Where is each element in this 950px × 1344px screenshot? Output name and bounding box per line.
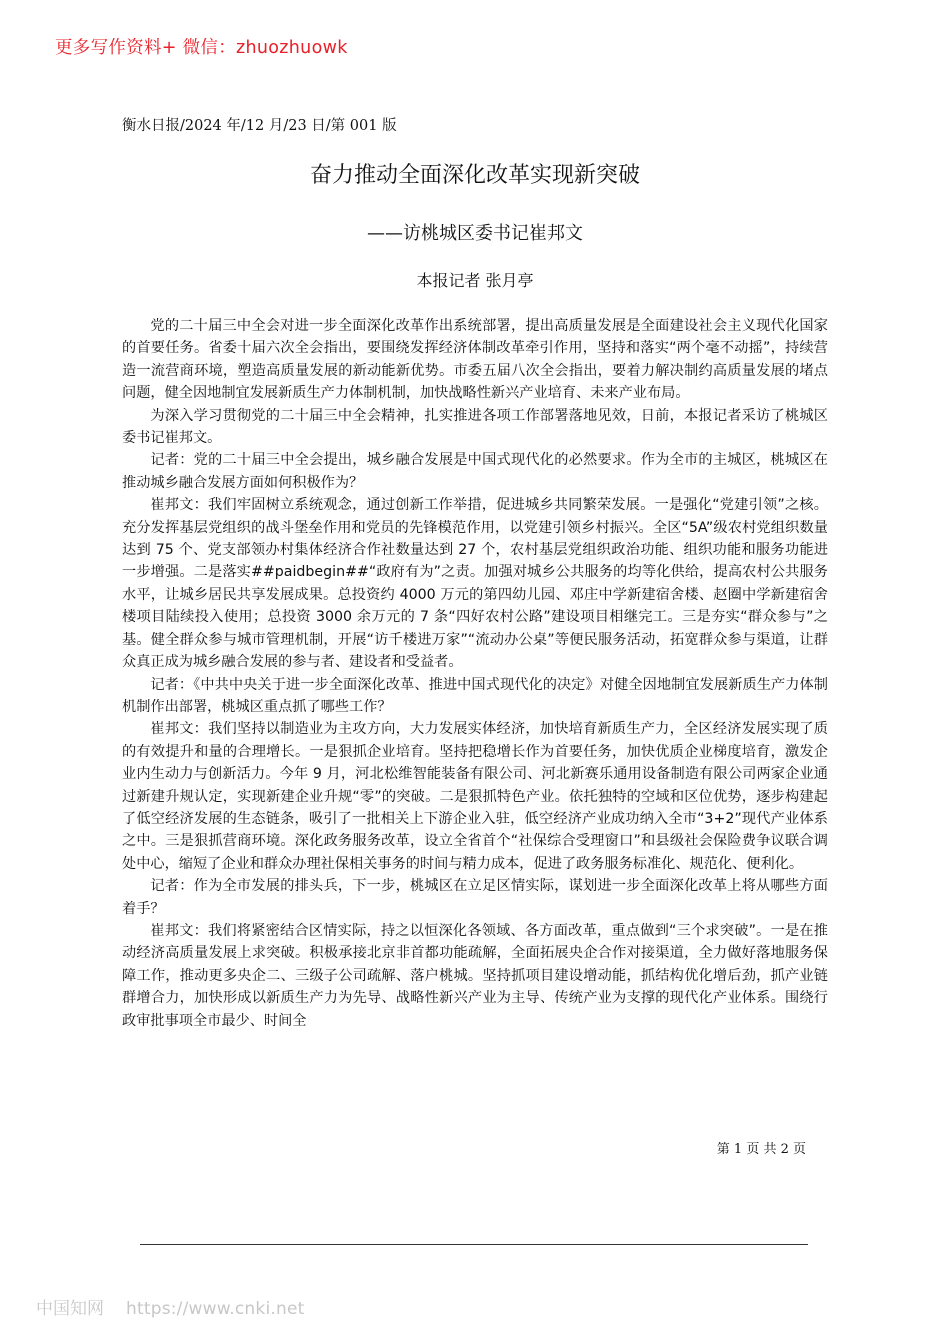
byline: 本报记者 张月亭 <box>416 271 534 290</box>
cnki-url[interactable]: https://www.cnki.net <box>126 1299 305 1319</box>
page-indicator: 第 1 页 共 2 页 <box>716 1142 806 1157</box>
article-body <box>122 315 828 1032</box>
source-line: 衡水日报/2024 年/12 月/23 日/第 001 版 <box>122 118 397 134</box>
paragraph: 记者：作为全市发展的排头兵，下一步，桃城区在立足区情实际，谋划进一步全面深化改革上将从哪些方面着手？ <box>122 878 828 917</box>
promo-banner: 更多写作资料+ 微信：zhuozhuowk <box>55 38 348 58</box>
paragraph: 崔邦文：我们将紧密结合区情实际，持之以恒深化各领域、各方面改革，重点做到“三个求突破”。一是在推动经济高质量发展上求突破。积极承接北京非首都功能疏解，全面拓展央企合作对接渠道，全力做好落地服务保障工作，推动更多央企二、三级子公司疏解、落户桃城。坚持抓项目建设增动能，抓结构优化增后劲，抓产业链群增合力，加快形成以新质生产力为先导、战略性新兴产业为主导、传统产业为支撑的现代化产业体系。围绕行政审批事项全市最少、时间全 <box>122 922 828 1029</box>
paragraph: 崔邦文：我们牢固树立系统观念，通过创新工作举措，促进城乡共同繁荣发展。一是强化“党建引领”之核。充分发挥基层党组织的战斗堡垒作用和党员的先锋模范作用，以党建引领乡村振兴。全区“5A”级农村党组织数量达到 75 个、党支部领办村集体经济合作社数量达到 27 个，农村基层党组织政治功能、组织功能和服务功能进一步增强。二是落实##paidbegin##“政府有为”之责。加强对城乡公共服务的均等化供给，提高农村公共服务水平，让城乡居民共享发展成果。总投资约 4000 万元的第四幼儿园、邓庄中学新建宿舍楼、赵圈中学新建宿舍楼项目陆续投入使用；总投资 3000 余万元的 7 条“四好农村公路”建设项目相继完工。三是夯实“群众参与”之基。健全群众参与城市管理机制，开展“访千楼进万家”“流动办公桌”等便民服务活动，拓宽群众参与渠道，让群众真正成为城乡融合发展的参与者、建设者和受益者。 <box>122 497 828 671</box>
article-title: 奋力推动全面深化改革实现新突破 <box>309 163 640 188</box>
paragraph: 党的二十届三中全会对进一步全面深化改革作出系统部署，提出高质量发展是全面建设社会主义现代化国家的首要任务。省委十届六次全会指出，要围绕发挥经济体制改革牵引作用，坚持和落实“两个毫不动摇”，持续营造一流营商环境，塑造高质量发展的新动能新优势。市委五届八次全会指出，要着力解决制约高质量发展的堵点问题，健全因地制宜发展新质生产力体制机制，加快战略性新兴产业培育、未来产业布局。 <box>122 318 828 402</box>
paragraph: 崔邦文：我们坚持以制造业为主攻方向，大力发展实体经济，加快培育新质生产力，全区经济发展实现了质的有效提升和量的合理增长。一是狠抓企业培育。坚持把稳增长作为首要任务，加快优质企业梯度培育，激发企业内生动力与创新活力。今年 9 月，河北松维智能装备有限公司、河北新赛乐通用设备制造有限公司两家企业通过新建升规认定，实现新建企业升规“零”的突破。二是狠抓特色产业。依托独特的空域和区位优势，逐步构建起了低空经济发展的生态链条，吸引了一批相关上下游企业入驻，低空经济产业成功纳入全市“3+2”现代产业体系之中。三是狠抓营商环境。深化政务服务改革，设立全省首个“社保综合受理窗口”和县级社会保险费争议联合调处中心，缩短了企业和群众办理社保相关事务的时间与精力成本，促进了政务服务标准化、规范化、便利化。 <box>122 721 828 872</box>
footer-watermark <box>36 1294 304 1319</box>
footer-divider <box>140 1244 808 1245</box>
article-subtitle: ——访桃城区委书记崔邦文 <box>367 223 583 244</box>
paragraph: 记者：党的二十届三中全会提出，城乡融合发展是中国式现代化的必然要求。作为全市的主城区，桃城区在推动城乡融合发展方面如何积极作为？ <box>122 452 828 491</box>
paragraph: 为深入学习贯彻党的二十届三中全会精神，扎实推进各项工作部署落地见效，日前，本报记者采访了桃城区委书记崔邦文。 <box>122 407 828 447</box>
cnki-brand: 中国知网 <box>36 1299 104 1319</box>
paragraph: 记者：《中共中央关于进一步全面深化改革、推进中国式现代化的决定》对健全因地制宜发展新质生产力体制机制作出部署，桃城区重点抓了哪些工作？ <box>122 676 828 715</box>
